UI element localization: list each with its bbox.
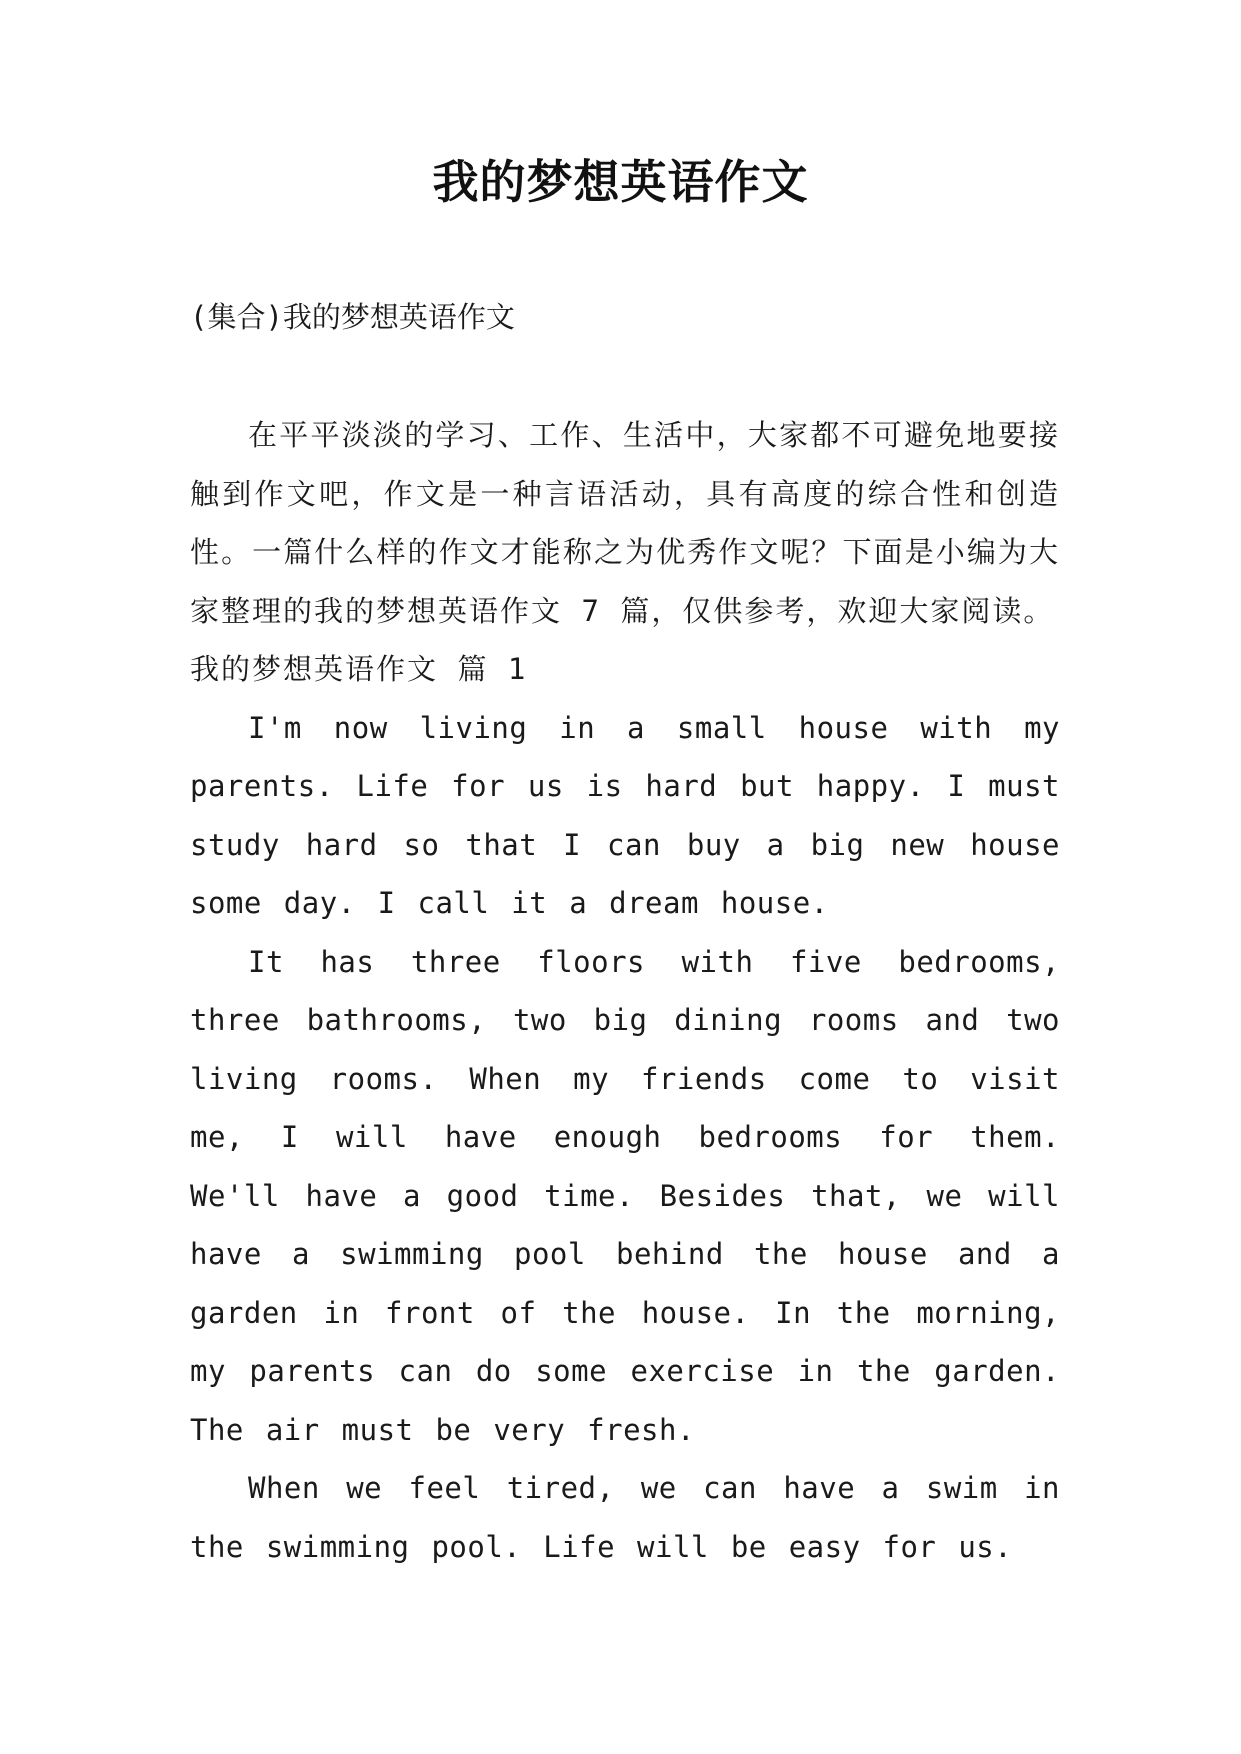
document-body	[190, 285, 1060, 1576]
intro-paragraph: 在平平淡淡的学习、工作、生活中，大家都不可避免地要接触到作文吧，作文是一种言语活动，具有高度的综合性和创造性。一篇什么样的作文才能称之为优秀作文呢？下面是小编为大家整理的我的梦想英语作文 7 篇，仅供参考，欢迎大家阅读。	[190, 418, 1060, 628]
essay-paragraph-2: It has three floors with five bedrooms, three bathrooms, two big dining rooms and two living rooms. When my friends come to visit me, I will have enough bedrooms for them. We'll have a good time. Besides that, we will have a swimming pool behind the house and a garden in front of the house. In the morning, my parents can do some exercise in the garden. The air must be very fresh.	[190, 944, 1060, 1447]
essay-paragraph-1: I'm now living in a small house with my parents. Life for us is hard but happy. I must study hard so that I can buy a big new house some day. I call it a dream house.	[190, 710, 1060, 920]
page-title: 我的梦想英语作文	[432, 155, 809, 209]
essay-paragraph-3: When we feel tired, we can have a swim in the swimming pool. Life will be easy for us.	[190, 1471, 1060, 1564]
section-heading: 我的梦想英语作文 篇 1	[190, 652, 528, 686]
document-subtitle: (集合)我的梦想英语作文	[190, 300, 515, 334]
